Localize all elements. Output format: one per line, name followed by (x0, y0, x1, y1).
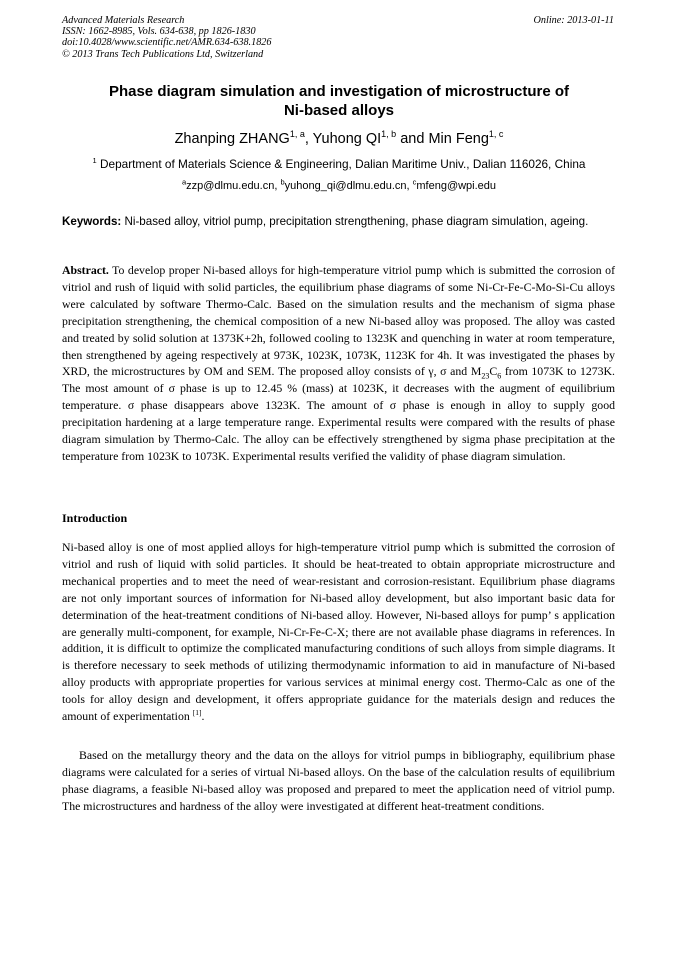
intro-paragraph-2: Based on the metallurgy theory and the data on the alloys for vitriol pumps in bibliography, equilibrium phase diagrams were calculated for a series of virtual Ni-based alloys. On the base of the calculation results of equilibrium phase diagrams, a feasible Ni-based alloy was proposed and prepared to meet the application need of vitriol pump. The microstructures and hardness of the alloy were investigated at different heat-treatment conditions. (62, 748, 615, 813)
author-separator: and (396, 131, 429, 147)
abstract-label: Abstract. (62, 263, 109, 277)
email-list (62, 179, 616, 193)
affiliation-number: 1 (92, 156, 97, 166)
intro-paragraph-1 (62, 539, 615, 725)
journal-name: Advanced Materials Research (62, 15, 185, 26)
paragraph-text: . (201, 709, 205, 724)
paragraph-text: Ni-based alloy is one of most applied alloys for high-temperature vitriol pump which is submitted the corrosion of vitriol and rush of liquid with solid particles. It should be heat-treated to obtain appropriate microstructure and mechanical properties and to meet the need of wear-resistant and corrosion-resistant. Equilibrium phase diagrams are not only important sources of information for Ni-based alloy development, but also important basic data for determination of the heat-treatment conditions of Ni-based alloy. However, Ni-based alloys for pump’ s application are generally multi-component, for example, Ni-Cr-Fe-C-X; there are not available phase diagrams in references. In addition, it is difficult to optimize the complicated manufacturing conditions of such alloys from simple diagrams. It is therefore necessary to seek methods of utilizing thermodynamic information to aid in manufacture of Ni-based alloy products with appropriate properties for various services at minimal energy cost. Thermo-Calc as one of the tools for alloy design and development, it offers appropriate guidance for the materials design and reduces the amount of experimentation (62, 540, 615, 724)
title-line-2: Ni-based alloys (283, 102, 395, 119)
email-marker: b (280, 177, 285, 187)
author-1-affil: 1, a (289, 129, 305, 140)
author-3-affil: 1, c (488, 129, 504, 140)
email-c: mfeng@wpi.edu (416, 180, 497, 192)
author-2: Yuhong QI (312, 131, 382, 147)
email-marker: c (412, 177, 417, 187)
affiliation-text: Department of Materials Science & Engineering, Dalian Maritime Univ., Dalian 116026, China (100, 157, 586, 171)
keywords (62, 214, 615, 230)
keywords-label: Keywords: (62, 215, 122, 228)
doi-line: doi:10.4028/www.scientific.net/AMR.634-638.1826 (62, 37, 272, 49)
copyright-line: © 2013 Trans Tech Publications Ltd, Switzerland (62, 48, 264, 60)
section-heading: Introduction (62, 511, 128, 525)
author-3: Min Feng (428, 131, 489, 147)
abstract (62, 262, 615, 465)
citation: [1] (192, 708, 202, 718)
author-1: Zhanping ZHANG (174, 131, 290, 147)
email-marker: a (181, 177, 187, 187)
email-a: zzp@dlmu.edu.cn, (186, 180, 281, 192)
abstract-text: from 1073K to 1273K. The most amount of σ phase is up to 12.45 % (mass) at 1023K, it decreases with the augment of equilibrium temperature. σ phase disappears above 1323K. The amount of σ phase is enough in alloy to supply good precipitation hardening at a large temperature range. Experimental results were compared with the results of phase diagram simulation by Thermo-Calc. The alloy can be effectively strengthened by sigma phase precipitation at the temperature from 1023K to 1073K. Experimental results verified the validity of phase diagram simulation. (62, 364, 615, 463)
abstract-text: To develop proper Ni-based alloys for high-temperature vitriol pump which is submitted the corrosion of vitriol and rush of liquid with solid particles, the equilibrium phase diagrams of some Ni-Cr-Fe-C-Mo-Si-Cu alloys were calculated by software Thermo-Calc. Based on the simulation results and the mechanism of sigma phase precipitation strengthening, the chemical composition of a new Ni-based alloy was proposed. The alloy was casted and treated by solid solution at 1373K+2h, followed cooling to 1323K and quenching in water at room temperature, then strengthened by ageing respectively at 973K, 1023K, 1073K, 1123K for 4h. It was investigated the phases by XRD, the microstructures by OM and SEM. The proposed alloy consists of γ, σ and M (62, 263, 615, 379)
author-2-affil: 1, b (381, 129, 397, 140)
issn-line: ISSN: 1662-8985, Vols. 634-638, pp 1826-1830 (62, 26, 256, 38)
author-list (62, 130, 616, 148)
affiliation (62, 157, 616, 172)
keywords-text: Ni-based alloy, vitriol pump, precipitation strengthening, phase diagram simulation, ageing. (121, 215, 589, 228)
journal-header (62, 15, 271, 60)
title-line-1: Phase diagram simulation and investigation of microstructure of (108, 83, 570, 100)
author-separator: , (304, 131, 313, 147)
abstract-subscript: 23 (481, 371, 490, 381)
paper-title (62, 82, 616, 120)
abstract-subscript: 6 (497, 371, 502, 381)
abstract-text: C (489, 364, 498, 379)
online-date: Online: 2013-01-11 (533, 15, 614, 26)
email-b: yuhong_qi@dlmu.edu.cn, (284, 180, 413, 192)
